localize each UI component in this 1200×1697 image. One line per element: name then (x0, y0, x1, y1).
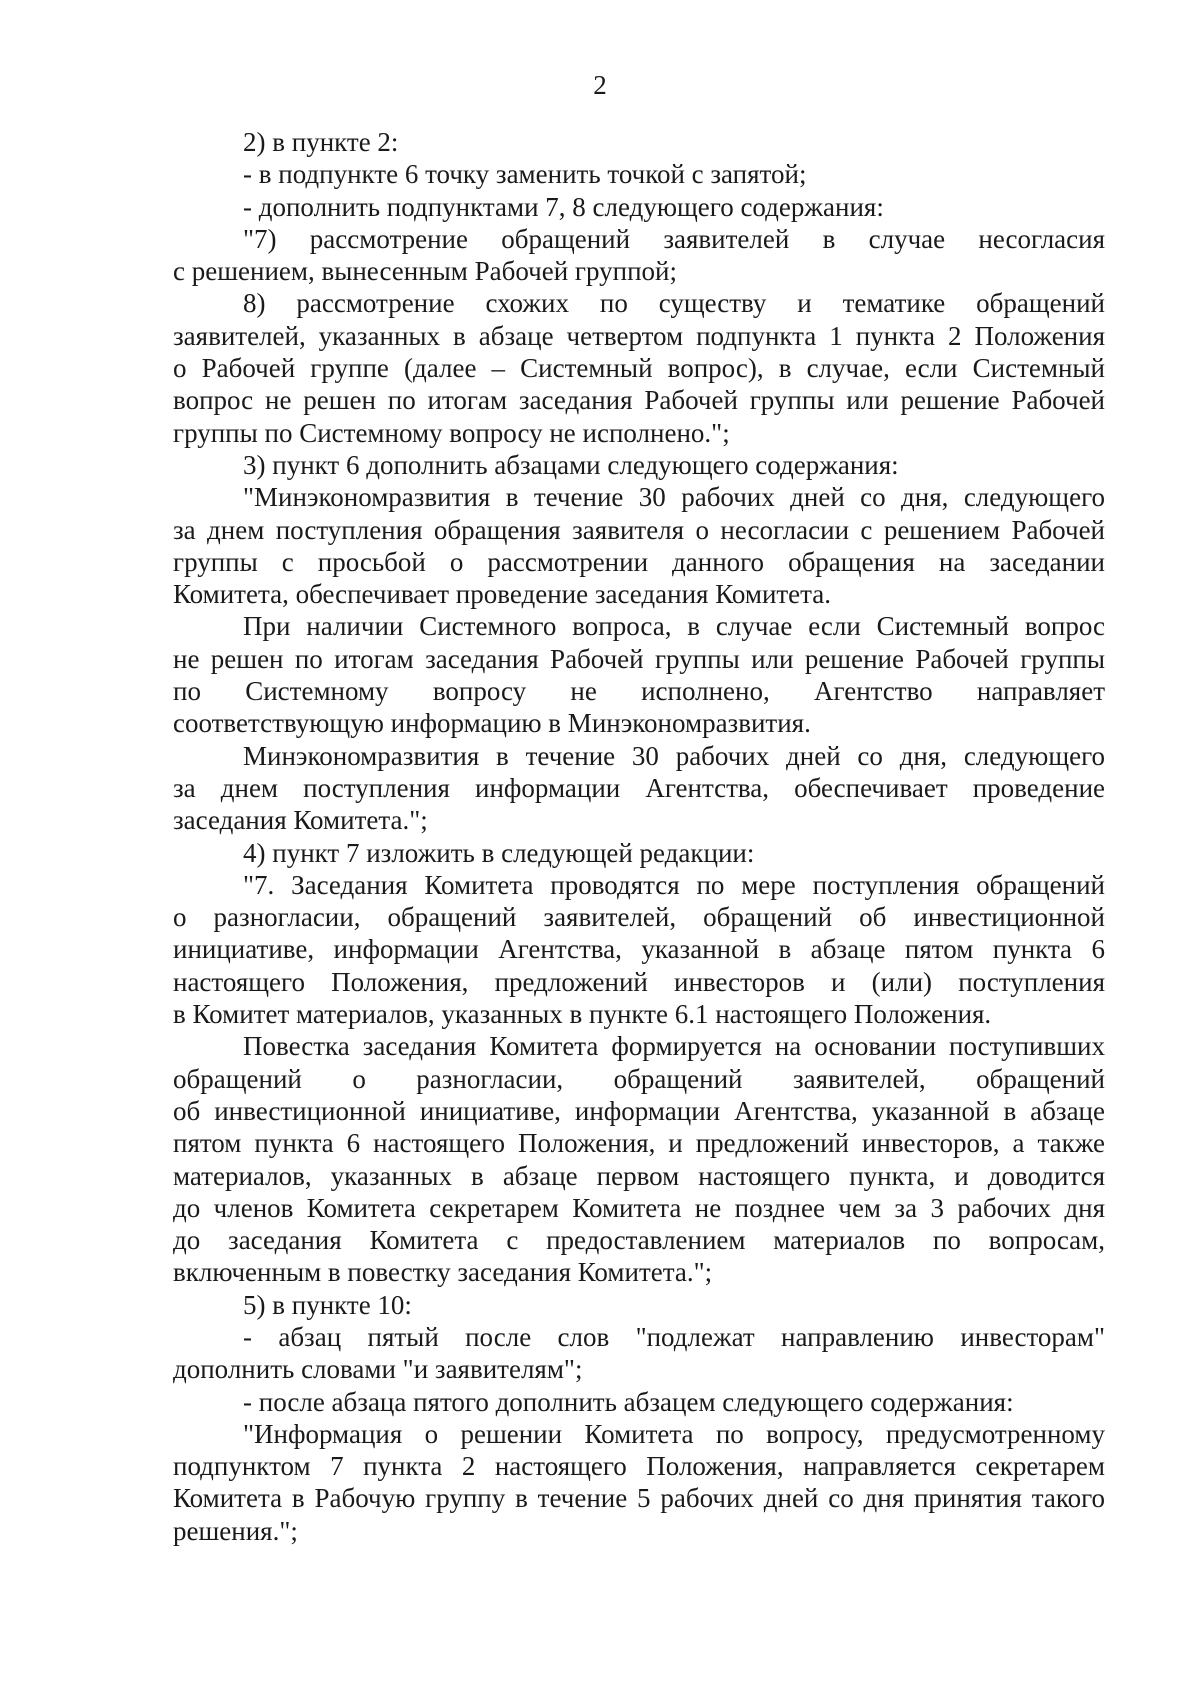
text-line: до членов Комитета секретарем Комитета не позднее чем за 3 рабочих дня (173, 1192, 1105, 1223)
text-line: пятом пункта 6 настоящего Положения, и предложений инвесторов, а также (173, 1128, 1105, 1159)
text-line: о разногласии, обращений заявителей, обращений об инвестиционной (173, 902, 1105, 933)
text-line: "Минэкономразвития в течение 30 рабочих дней со дня, следующего (243, 482, 1105, 513)
text-line: об инвестиционной инициативе, информации Агентства, указанной в абзаце (173, 1095, 1105, 1126)
text-line: дополнить словами "и заявителям"; (173, 1354, 583, 1385)
text-line: обращений о разногласии, обращений заявителей, обращений (173, 1063, 1105, 1094)
text-line: - в подпункте 6 точку заменить точкой с запятой; (243, 159, 807, 190)
text-line: "Информация о решении Комитета по вопросу, предусмотренному (243, 1418, 1105, 1449)
paragraph (173, 223, 1105, 288)
text-line: за днем поступления информации Агентства, обеспечивает проведение (173, 772, 1105, 803)
text-line: заседания Комитета."; (173, 805, 428, 836)
document-body (173, 126, 1105, 1547)
text-line: вопрос не решен по итогам заседания Рабочей группы или решение Рабочей (173, 385, 1105, 416)
paragraph (173, 1386, 1105, 1418)
text-line: Повестка заседания Комитета формируется на основании поступивших (243, 1031, 1105, 1062)
text-line: - после абзаца пятого дополнить абзацем следующего содержания: (243, 1386, 1014, 1417)
paragraph (173, 1030, 1105, 1288)
paragraph (173, 158, 1105, 190)
text-line: Комитета в Рабочую группу в течение 5 рабочих дней со дня принятия такого (173, 1483, 1105, 1514)
paragraph (173, 869, 1105, 1030)
text-line: "7) рассмотрение обращений заявителей в случае несогласия (243, 223, 1105, 254)
text-line: не решен по итогам заседания Рабочей группы или решение Рабочей группы (173, 643, 1105, 674)
text-line: инициативе, информации Агентства, указанной в абзаце пятом пункта 6 (173, 934, 1105, 965)
paragraph (173, 449, 1105, 481)
text-line: 3) пункт 6 дополнить абзацами следующего содержания: (243, 449, 899, 480)
text-line: по Системному вопросу не исполнено, Агентство направляет (173, 676, 1105, 707)
paragraph (173, 481, 1105, 610)
text-line: за днем поступления обращения заявителя о несогласии с решением Рабочей (173, 514, 1105, 545)
paragraph (173, 1289, 1105, 1321)
text-line: подпунктом 7 пункта 2 настоящего Положения, направляется секретарем (173, 1451, 1105, 1482)
paragraph (173, 837, 1105, 869)
paragraph (173, 191, 1105, 223)
paragraph (173, 610, 1105, 739)
text-line: - абзац пятый после слов "подлежат направлению инвесторам" (243, 1321, 1105, 1352)
paragraph (173, 287, 1105, 448)
text-line: решения."; (173, 1515, 298, 1546)
text-line: заявителей, указанных в абзаце четвертом подпункта 1 пункта 2 Положения (173, 320, 1105, 351)
text-line: 2) в пункте 2: (243, 127, 399, 157)
paragraph (173, 126, 1105, 158)
text-line: При наличии Системного вопроса, в случае если Системный вопрос (243, 611, 1105, 642)
text-line: 8) рассмотрение схожих по существу и тематике обращений (243, 288, 1105, 319)
text-line: с решением, вынесенным Рабочей группой; (173, 256, 677, 287)
text-line: 5) в пункте 10: (243, 1289, 412, 1320)
text-line: - дополнить подпунктами 7, 8 следующего содержания: (243, 191, 884, 222)
text-line: группы с просьбой о рассмотрении данного обращения на заседании (173, 546, 1105, 577)
text-line: соответствующую информацию в Минэкономразвития. (173, 708, 811, 739)
text-line: "7. Заседания Комитета проводятся по мере поступления обращений (243, 869, 1105, 900)
page-number: 2 (593, 70, 607, 100)
paragraph (173, 1418, 1105, 1547)
text-line: материалов, указанных в абзаце первом настоящего пункта, и доводится (173, 1160, 1105, 1191)
text-line: в Комитет материалов, указанных в пункте 6.1 настоящего Положения. (173, 999, 992, 1030)
text-line: включенным в повестку заседания Комитета."; (173, 1257, 713, 1288)
text-line: группы по Системному вопросу не исполнено."; (173, 417, 730, 448)
text-line: 4) пункт 7 изложить в следующей редакции: (243, 837, 755, 868)
text-line: о Рабочей группе (далее – Системный вопрос), в случае, если Системный (173, 353, 1105, 384)
text-line: Комитета, обеспечивает проведение заседания Комитета. (173, 579, 832, 610)
paragraph (173, 1321, 1105, 1386)
text-line: настоящего Положения, предложений инвесторов и (или) поступления (173, 966, 1105, 997)
text-line: до заседания Комитета с предоставлением материалов по вопросам, (173, 1225, 1105, 1256)
text-line: Минэкономразвития в течение 30 рабочих дней со дня, следующего (243, 740, 1105, 771)
paragraph (173, 740, 1105, 837)
